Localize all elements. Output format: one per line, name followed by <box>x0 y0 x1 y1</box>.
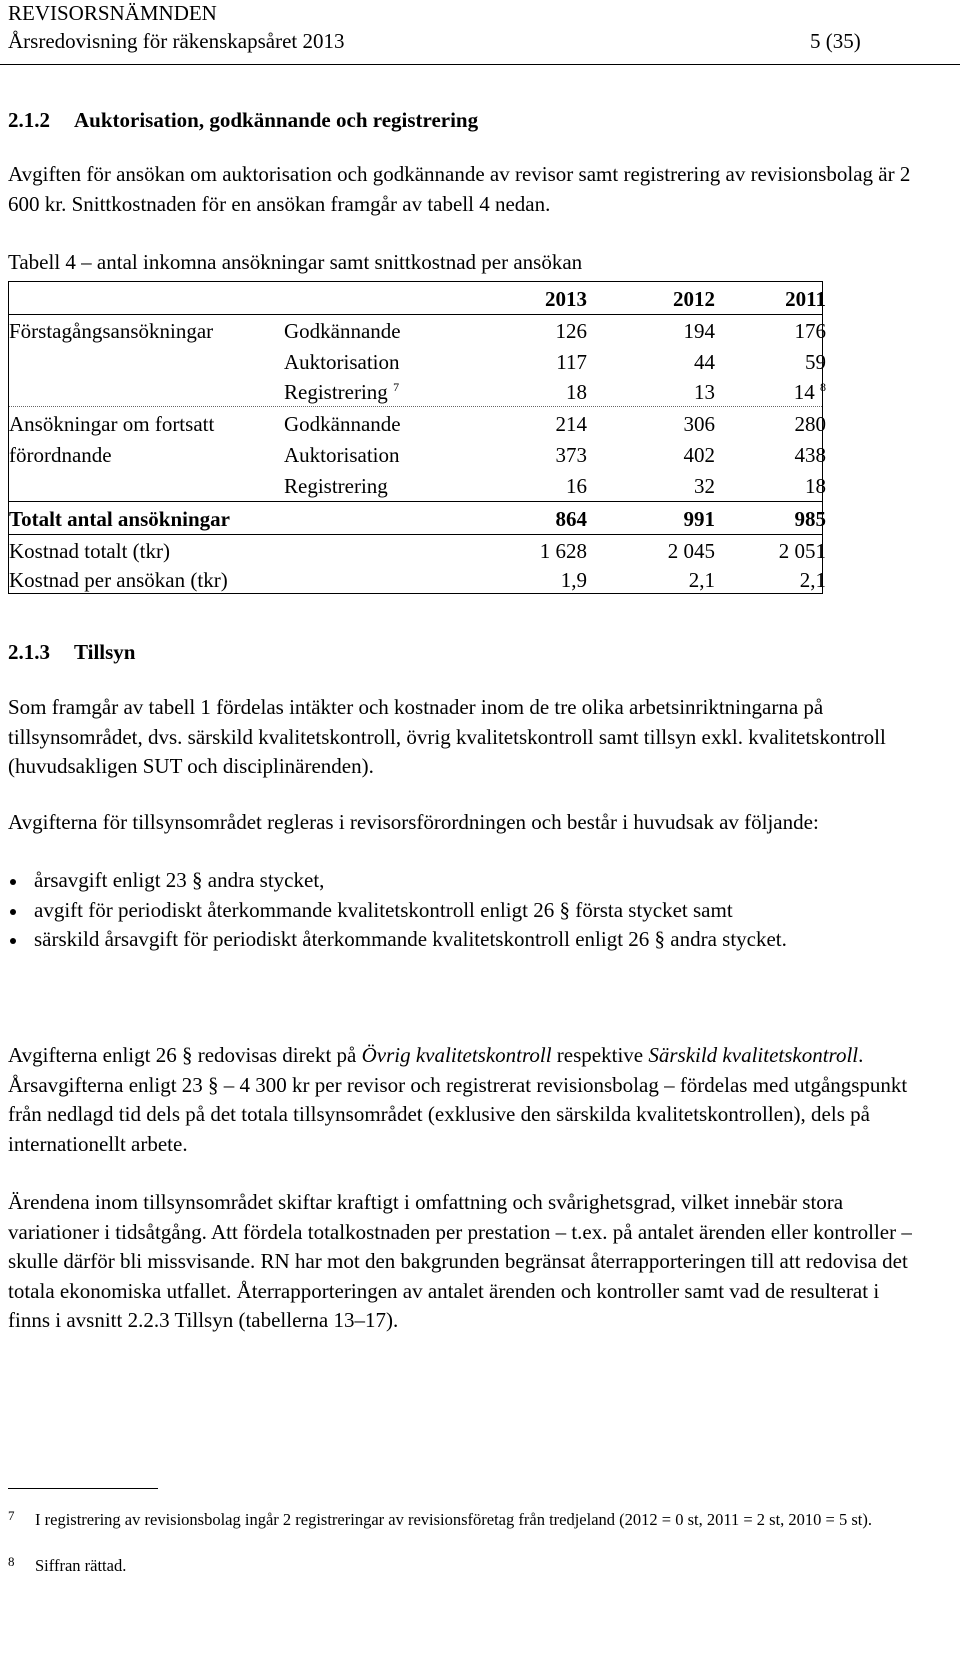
group-label: förordnande <box>9 443 112 467</box>
row-label-with-footnote <box>284 379 399 405</box>
table-cell: 438 <box>794 443 826 467</box>
cost-label: Kostnad totalt (tkr) <box>9 539 170 563</box>
tillsyn-paragraph-4: Ärendena inom tillsynsområdet skiftar kraftigt i omfattning och svårighetsgrad, vilket innebär stora variationer i tidsåtgång. Att fördela totalkostnaden per prestation – t.ex. på antalet ärenden eller kontroller – skulle därför bli missvisande. RN har mot den bakgrunden begränsat återrapporteringen till att redovisa det totala ekonomiska utfallet. Återrapporteringen av antalet ärenden och kontroller samt vad de resulterat i finns i avsnitt 2.2.3 Tillsyn (tabellerna 13–17). <box>8 1190 912 1332</box>
table-cell: 214 <box>555 412 587 436</box>
row-label: Auktorisation <box>284 350 400 374</box>
year-header: 2013 <box>545 287 587 311</box>
total-label: Totalt antal ansökningar <box>9 507 230 531</box>
table-cell: 2 051 <box>778 539 826 563</box>
table-cell: 2,1 <box>688 568 715 592</box>
section-heading-2-1-3 <box>8 639 135 665</box>
table-cell: 59 <box>805 350 826 374</box>
group-label: Förstagångsansökningar <box>9 319 214 343</box>
document-subtitle: Årsredovisning för räkenskapsåret 2013 <box>8 29 345 53</box>
text-run-italic: Övrig kvalitetskontroll <box>361 1043 552 1067</box>
table-cell: 2 045 <box>667 539 715 563</box>
text-run: respektive <box>551 1043 649 1067</box>
table-cell: 13 <box>694 380 715 404</box>
tillsyn-paragraph-2: Avgifterna för tillsynsområdet regleras i revisorsförordningen och består i huvudsak av följande: <box>8 810 819 834</box>
row-label: Godkännande <box>284 319 401 343</box>
table-cell: 117 <box>556 350 587 374</box>
footnote-ref: 7 <box>393 380 400 394</box>
year-header: 2011 <box>785 287 826 311</box>
table-cell: 126 <box>555 319 587 343</box>
table-caption: Tabell 4 – antal inkomna ansökningar samt snittkostnad per ansökan <box>8 250 583 274</box>
section-title: Tillsyn <box>74 640 136 664</box>
section-number: 2.1.3 <box>8 640 50 664</box>
footnote-number: 7 <box>8 1508 15 1523</box>
footnote <box>8 1551 126 1577</box>
table-cell: 176 <box>794 319 826 343</box>
row-label: Auktorisation <box>284 443 400 467</box>
page-number: 5 (35) <box>810 29 861 53</box>
row-label: Godkännande <box>284 412 401 436</box>
table-cell: 1,9 <box>560 568 587 592</box>
table-cell: 280 <box>794 412 826 436</box>
total-cell: 991 <box>683 507 715 531</box>
table-cell: 14 <box>793 380 815 404</box>
table-divider <box>9 314 822 315</box>
table-cell: 194 <box>683 319 715 343</box>
cost-label: Kostnad per ansökan (tkr) <box>9 568 228 592</box>
table-cell: 32 <box>694 474 715 498</box>
table-cell: 18 <box>566 380 587 404</box>
list-item: särskild årsavgift för periodiskt återkommande kvalitetskontroll enligt 26 § andra stycket. <box>8 925 913 955</box>
section-heading-2-1-2 <box>8 107 478 133</box>
table-cell: 373 <box>555 443 587 467</box>
footnote-separator <box>8 1488 158 1489</box>
list-item: årsavgift enligt 23 § andra stycket, <box>8 866 913 896</box>
footnote-ref: 8 <box>820 380 826 394</box>
table-cell: 2,1 <box>799 568 826 592</box>
text-run: Avgifterna enligt 26 § redovisas direkt på <box>8 1043 362 1067</box>
table-4 <box>8 281 826 594</box>
header-divider <box>0 64 960 65</box>
table-cell: 1 628 <box>539 539 587 563</box>
table-cell: 402 <box>683 443 715 467</box>
footnote-text: I registrering av revisionsbolag ingår 2 registreringar av revisionsföretag från tredjeland (2012 = 0 st, 2011 = 2 st, 2010 = 5 st). <box>35 1510 872 1529</box>
text-run-italic: Särskild kvalitetskontroll <box>648 1043 859 1067</box>
table-cell-with-footnote <box>719 379 826 405</box>
table-cell: 16 <box>566 474 587 498</box>
footnote-text: Siffran rättad. <box>35 1556 127 1575</box>
table-dotted-divider <box>9 406 822 407</box>
row-label: Registrering <box>284 474 388 498</box>
row-label: Registrering <box>284 380 388 404</box>
organization-name: REVISORSNÄMNDEN <box>8 1 217 25</box>
tillsyn-paragraph-1: Som framgår av tabell 1 fördelas intäkter och kostnader inom de tre olika arbetsinriktningarna på tillsynsområdet, dvs. särskild kvalitetskontroll, övrig kvalitetskontroll samt tillsyn exkl. kvalitetskontroll (huvudsakligen SUT och disciplinärenden). <box>8 695 886 778</box>
table-cell: 306 <box>683 412 715 436</box>
fee-list <box>8 866 913 955</box>
text-run: . Årsavgifterna enligt 23 § – 4 300 kr per revisor och registrerat revisionsbolag – fördelas med utgångspunkt från nedlagd tid dels på det totala tillsynsområdet (exklusive den särskilda kvalitetskontrollen), dels på internationellt arbete. <box>8 1043 908 1156</box>
list-item: avgift för periodiskt återkommande kvalitetskontroll enligt 26 § första stycket samt <box>8 896 913 926</box>
total-cell: 985 <box>794 507 826 531</box>
table-divider <box>9 501 822 502</box>
footnote <box>8 1505 913 1531</box>
section-title: Auktorisation, godkännande och registrering <box>74 108 479 132</box>
group-label: Ansökningar om fortsatt <box>9 412 215 436</box>
tillsyn-paragraph-3 <box>8 1041 913 1159</box>
footnote-number: 8 <box>8 1554 15 1569</box>
total-cell: 864 <box>555 507 587 531</box>
table-divider <box>9 534 822 535</box>
table-cell: 18 <box>805 474 826 498</box>
section-number: 2.1.2 <box>8 108 50 132</box>
table-cell: 44 <box>694 350 715 374</box>
section-2-1-2-paragraph: Avgiften för ansökan om auktorisation och godkännande av revisor samt registrering av revisionsbolag är 2 600 kr. Snittkostnaden för en ansökan framgår av tabell 4 nedan. <box>8 162 911 216</box>
year-header: 2012 <box>673 287 715 311</box>
